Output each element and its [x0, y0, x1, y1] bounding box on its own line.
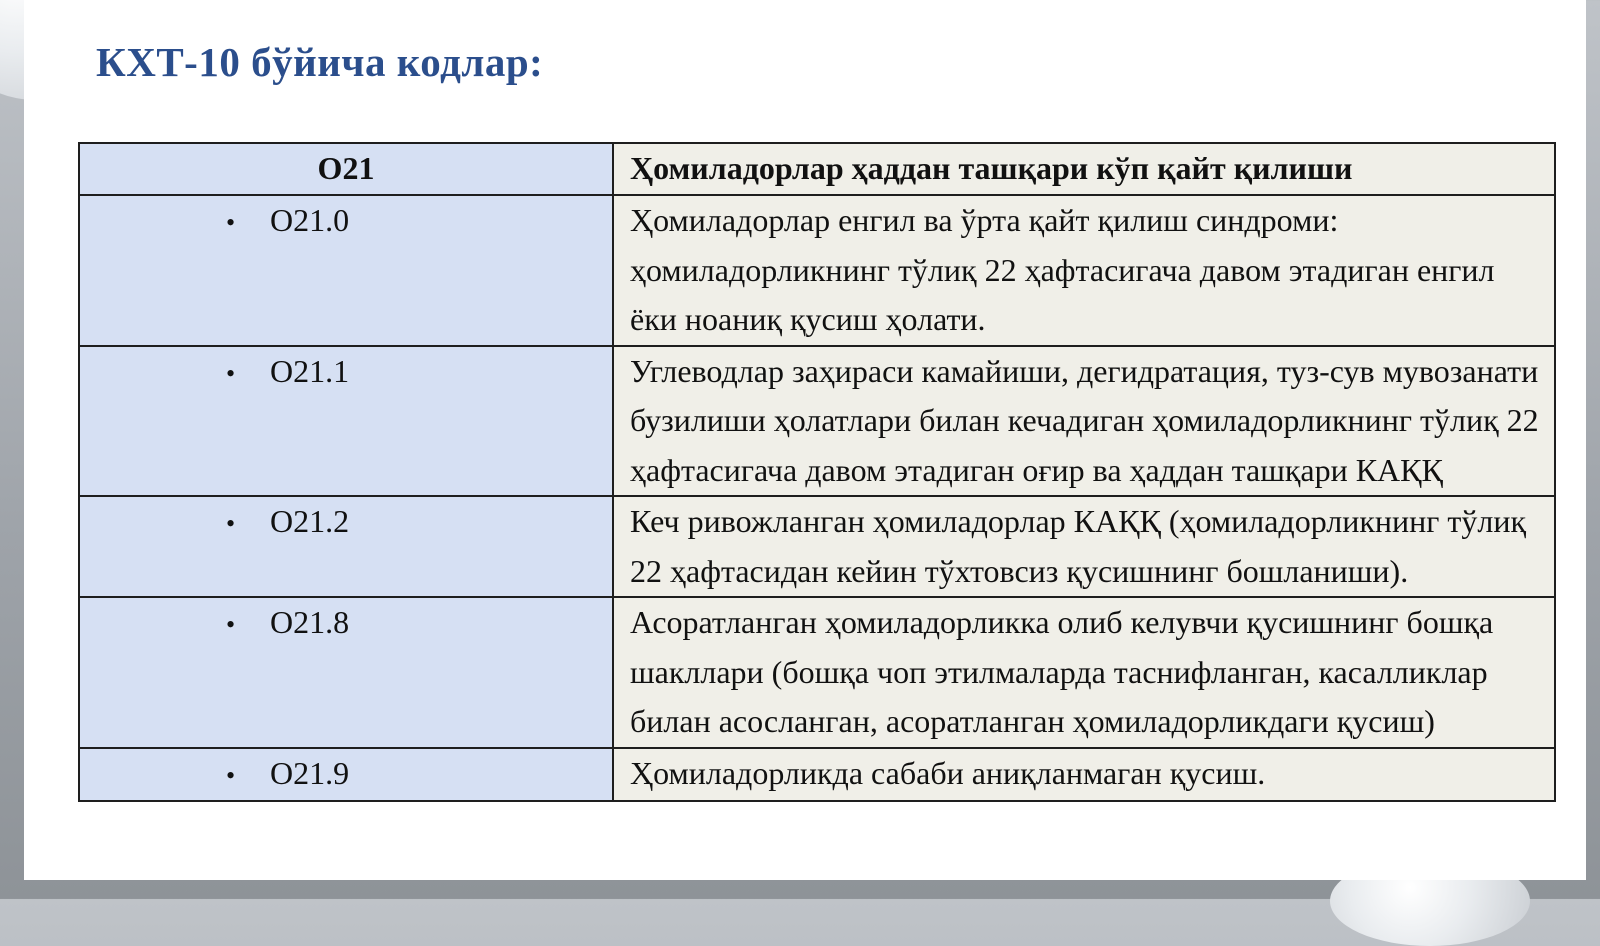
table-row — [79, 496, 1555, 597]
code-text: O21.2 — [270, 503, 350, 539]
bullet-icon: • — [226, 610, 236, 639]
bullet-icon: • — [226, 509, 236, 538]
bullet-icon: • — [226, 208, 236, 237]
code-text: O21.0 — [270, 202, 350, 238]
icd-codes-table — [78, 142, 1556, 802]
description-cell: Кеч ривожланган ҳомиладорлар КАҚҚ (ҳомиладорликнинг тўлиқ 22 ҳафтасидан кейин тўхтовсиз қусишнинг бошланиши). — [613, 496, 1555, 597]
code-text: O21.1 — [270, 352, 350, 389]
code-cell — [79, 748, 613, 802]
description-cell: Ҳомиладорлар енгил ва ўрта қайт қилиш синдроми: ҳомиладорликнинг тўлиқ 22 ҳафтасигача давом этадиган енгил ёки ноаниқ қусиш ҳолати. — [613, 195, 1555, 346]
slide-title: КХТ-10 бўйича кодлар: — [96, 39, 544, 85]
code-text: O21.8 — [270, 604, 350, 640]
header-description-cell: Ҳомиладорлар ҳаддан ташқари кўп қайт қилиши — [613, 143, 1555, 195]
description-cell: Асоратланган ҳомиладорликка олиб келувчи қусишнинг бошқа шакллари (бошқа чоп этилмаларда таснифланган, касалликлар билан асосланган, асоратланган ҳомиладорликдаги қусиш) — [613, 597, 1555, 748]
table-row — [79, 346, 1555, 497]
description-cell: Ҳомиладорликда сабаби аниқланмаган қусиш. — [613, 748, 1555, 802]
table-row — [79, 748, 1555, 802]
table-row — [79, 597, 1555, 748]
header-code-cell: O21 — [79, 143, 613, 195]
bullet-icon: • — [226, 760, 236, 790]
table-header-row — [79, 143, 1555, 195]
bullet-icon: • — [226, 358, 236, 388]
code-cell — [79, 346, 613, 497]
code-cell — [79, 597, 613, 748]
code-cell — [79, 195, 613, 346]
slide — [24, 0, 1586, 880]
table-row — [79, 195, 1555, 346]
code-text: O21.9 — [270, 754, 350, 791]
code-cell — [79, 496, 613, 597]
description-cell: Углеводлар заҳираси камайиши, дегидратация, туз-сув мувозанати бузилиши ҳолатлари билан кечадиган ҳомиладорликнинг тўлиқ 22 ҳафтасигача давом этадиган оғир ва ҳаддан ташқари КАҚҚ — [613, 346, 1555, 497]
